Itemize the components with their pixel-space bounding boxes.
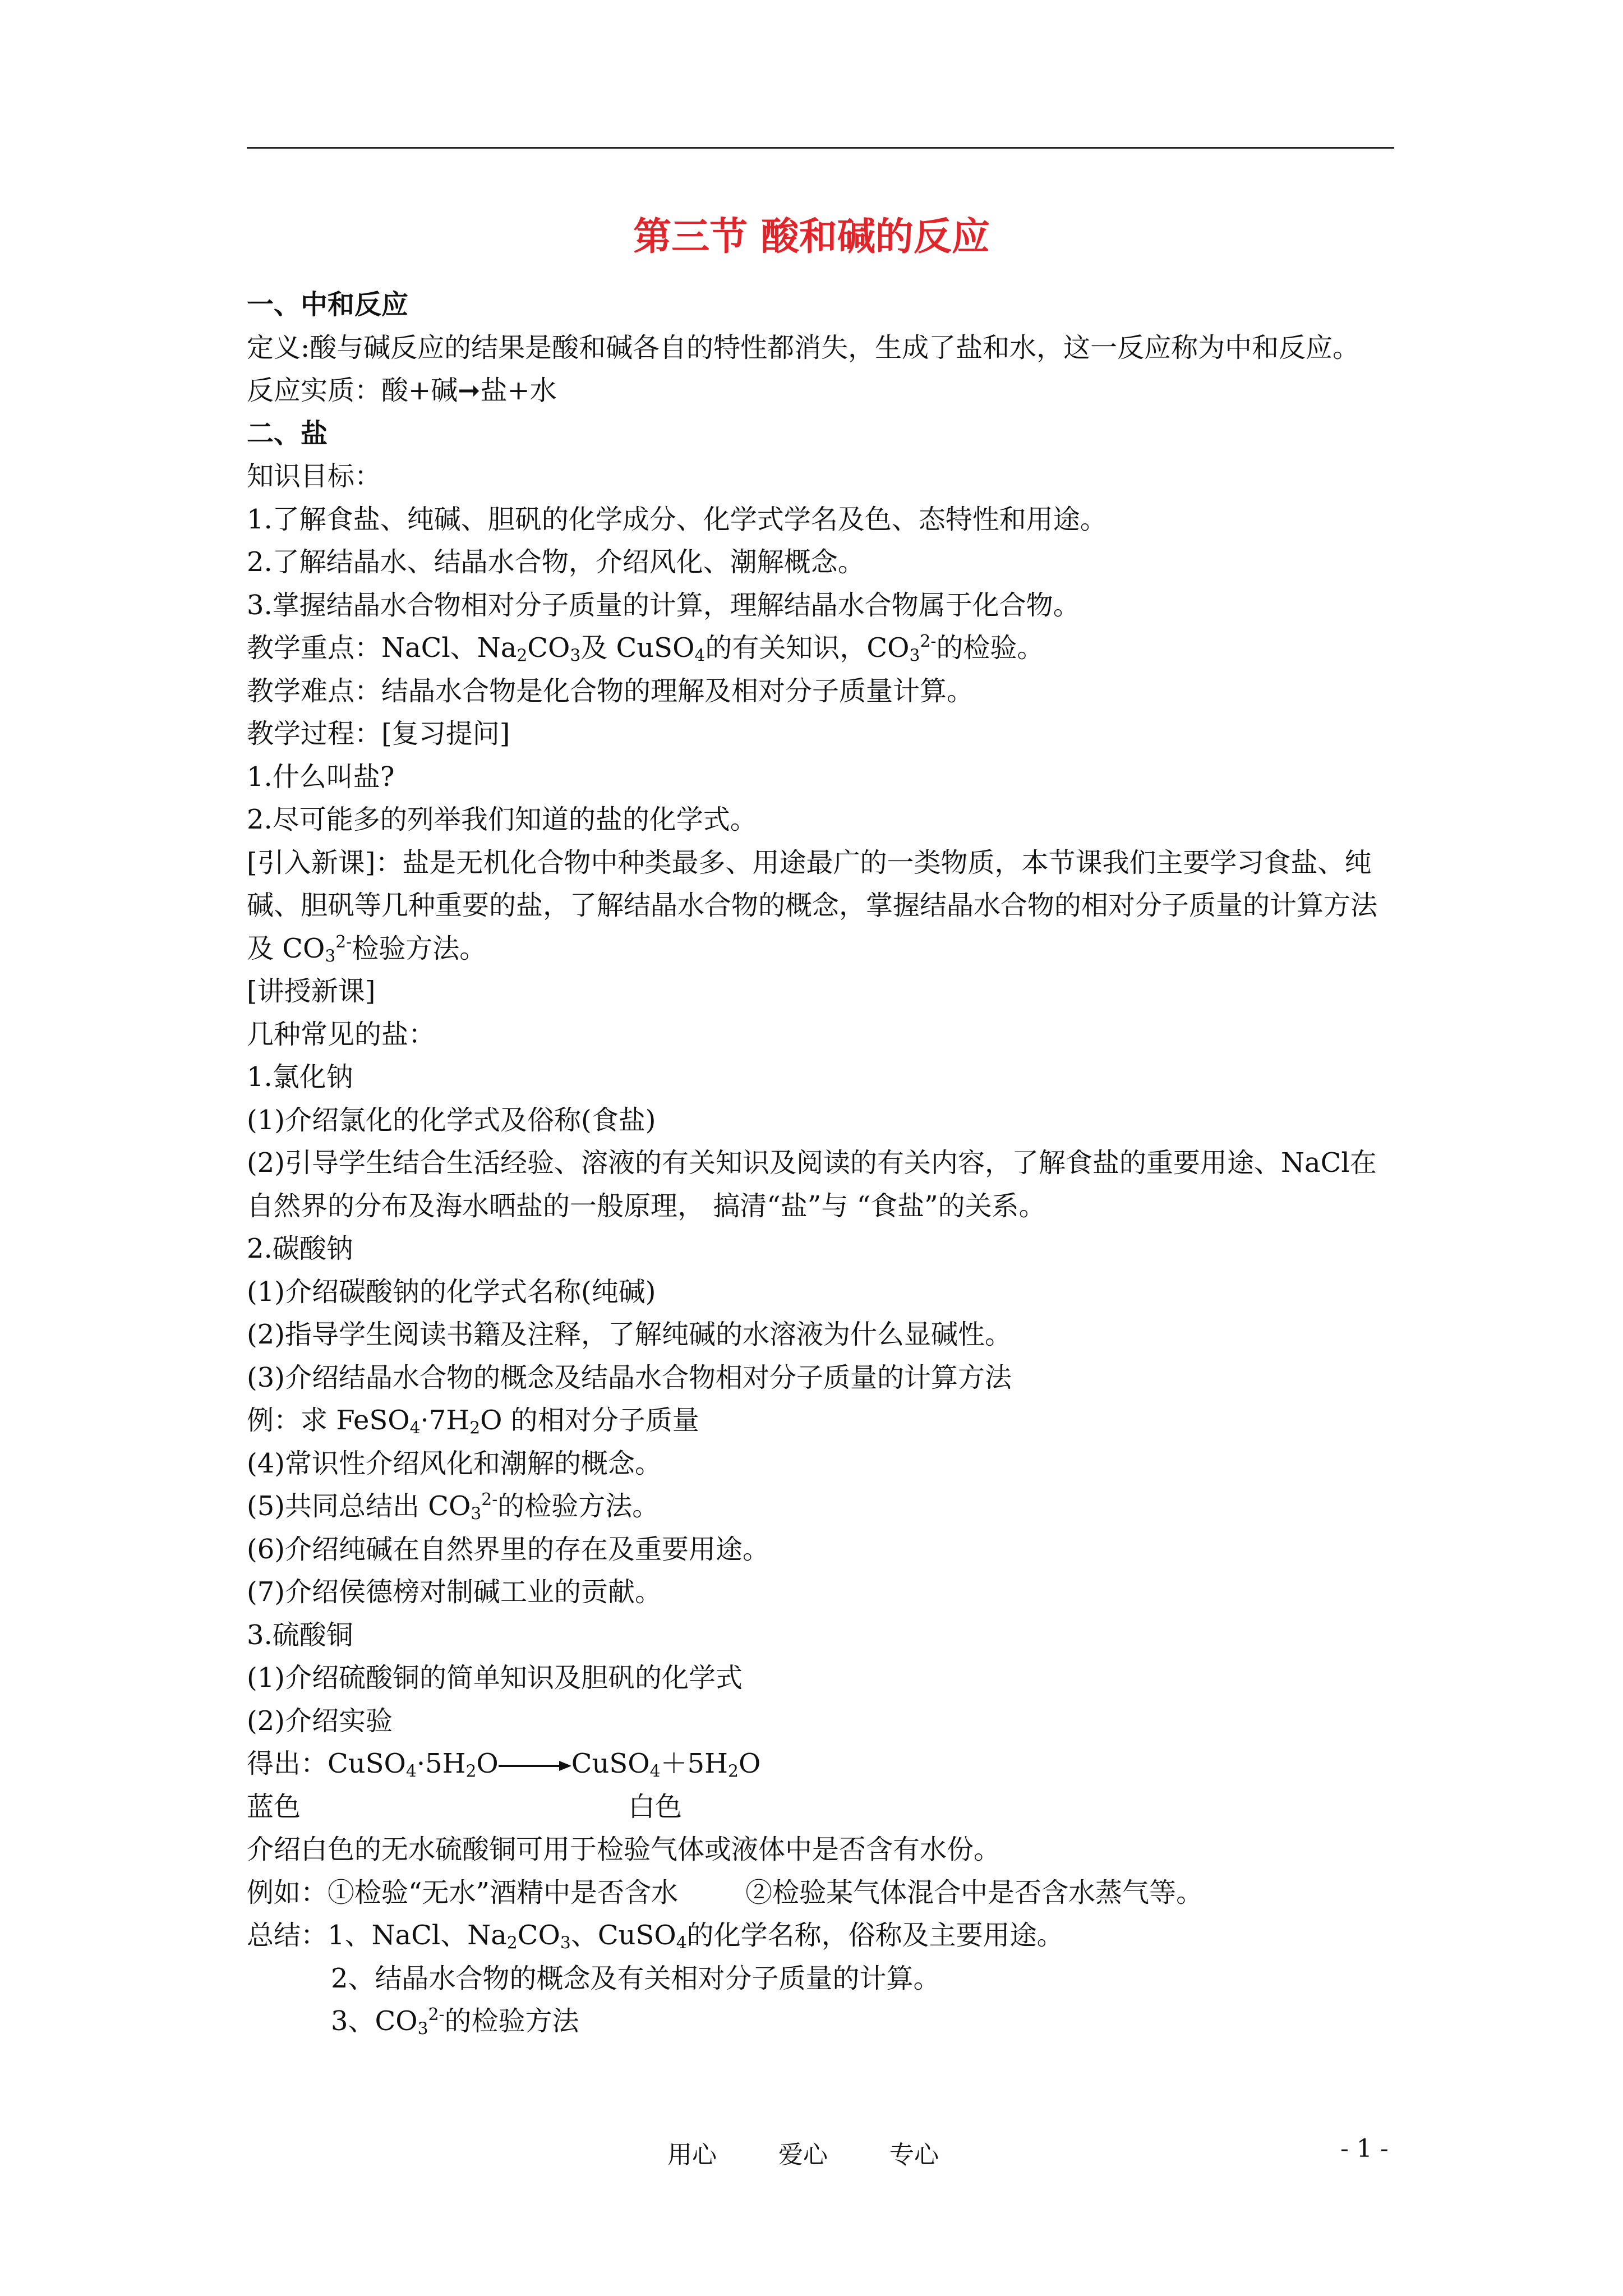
header-rule: [247, 147, 1394, 149]
page-number: - 1 -: [1340, 2134, 1389, 2163]
right-arrow-icon: ➞: [458, 375, 481, 406]
teaching-difficulty: 教学难点：结晶水合物是化合物的理解及相对分子质量计算。: [247, 675, 974, 707]
review-question-2: 2.尽可能多的列举我们知道的盐的化学式。: [247, 804, 757, 835]
example-line: 例如：①检验“无水”酒精中是否含水 ②检验某气体混合中是否含水蒸气等。: [247, 1876, 1204, 1908]
footer-motto: 用心 爱心 专心: [667, 2141, 939, 2169]
intro-paragraph: [引入新课]：盐是无机化合物中种类最多、用途最广的一类物质，本节课我们主要学习食盐、纯碱、胆矾等几种重要的盐，了解结晶水合物的概念，掌握结晶水合物的相对分子质量的计算方法及 $CO_3^{2-}$检验方法。: [247, 846, 1378, 966]
nacl-item-1: (1)介绍氯化的化学式及俗称(食盐): [247, 1104, 656, 1136]
na2co3-item-2: (2)指导学生阅读书籍及注释，了解纯碱的水溶液为什么显碱性。: [247, 1319, 1012, 1350]
goal-3: 3.掌握结晶水合物相对分子质量的计算，理解结晶水合物属于化合物。: [247, 589, 1080, 621]
essence-result: 盐+水: [480, 375, 557, 406]
summary-3: 3、$CO_3^{2-}$的检验方法: [331, 2005, 579, 2039]
example-feso4: 例：求 $FeSO_4\cdot 7H_2O$ 的相对分子质量: [247, 1405, 699, 1438]
reaction-equation: 得出：$CuSO_4\cdot 5H_2O$ $CuSO_4+5H_2O$: [247, 1748, 761, 1782]
na2co3-item-7: (7)介绍侯德榜对制碱工业的贡献。: [247, 1576, 662, 1608]
nacl-title: 1.氯化钠: [247, 1061, 353, 1093]
goal-2: 2.了解结晶水、结晶水合物，介绍风化、潮解概念。: [247, 546, 865, 578]
new-lesson-label: [讲授新课]: [247, 976, 376, 1007]
cuso4-item-1: (1)介绍硫酸铜的简单知识及胆矾的化学式: [247, 1662, 743, 1694]
teaching-key-points: 教学重点：NaCl、$Na_2CO_3$及 CuSO$_4$的有关知识，$CO_3^{2-}$的检验。: [247, 632, 1044, 666]
page-title: 第三节 酸和碱的反应: [633, 215, 990, 259]
white-label: 白色: [628, 1791, 683, 1823]
colour-row: [247, 1786, 1394, 1829]
summary-2: 2、结晶水合物的概念及有关相对分子质量的计算。: [331, 1962, 940, 1994]
goals-label: 知识目标：: [247, 461, 382, 492]
na2co3-item-6: (6)介绍纯碱在自然界里的存在及重要用途。: [247, 1533, 769, 1565]
cuso4-item-2: (2)介绍实验: [247, 1705, 393, 1737]
section-heading-salt: 二、盐: [247, 417, 328, 449]
essence-label: 反应实质：酸+碱: [247, 375, 458, 406]
common-salts-label: 几种常见的盐：: [247, 1018, 436, 1050]
anhydrous-note: 介绍白色的无水硫酸铜可用于检验气体或液体中是否含有水份。: [247, 1834, 1001, 1865]
definition-paragraph: 定义:酸与碱反应的结果是酸和碱各自的特性都消失，生成了盐和水，这一反应称为中和反应。: [247, 332, 1360, 364]
na2co3-title: 2.碳酸钠: [247, 1233, 353, 1264]
cuso4-title: 3.硫酸铜: [247, 1619, 353, 1651]
na2co3-item-1: (1)介绍碳酸钠的化学式名称(纯碱): [247, 1276, 656, 1308]
review-question-1: 1.什么叫盐?: [247, 761, 395, 793]
document-body: [247, 283, 1394, 2043]
na2co3-item-3: (3)介绍结晶水合物的概念及结晶水合物相对分子质量的计算方法: [247, 1361, 1012, 1393]
teaching-process: 教学过程：[复习提问]: [247, 718, 510, 749]
goal-1: 1.了解食盐、纯碱、胆矾的化学成分、化学式学名及色、态特性和用途。: [247, 503, 1107, 535]
na2co3-item-5: (5)共同总结出 $CO_3^{2-}$的检验方法。: [247, 1490, 660, 1524]
na2co3-item-4: (4)常识性介绍风化和潮解的概念。: [247, 1447, 662, 1479]
blue-label: 蓝色: [247, 1791, 301, 1823]
nacl-item-2: (2)引导学生结合生活经验、溶液的有关知识及阅读的有关内容，了解食盐的重要用途、NaCl在自然界的分布及海水晒盐的一般原理， 搞清“盐”与 “食盐”的关系。: [247, 1147, 1377, 1222]
long-arrow-icon: [499, 1757, 571, 1774]
summary-1: 总结：1、NaCl、$Na_2CO_3$、CuSO$_4$的化学名称，俗称及主要用途。: [247, 1920, 1064, 1953]
reaction-essence: [247, 369, 1394, 412]
section-heading-neutralization: 一、中和反应: [247, 289, 409, 320]
